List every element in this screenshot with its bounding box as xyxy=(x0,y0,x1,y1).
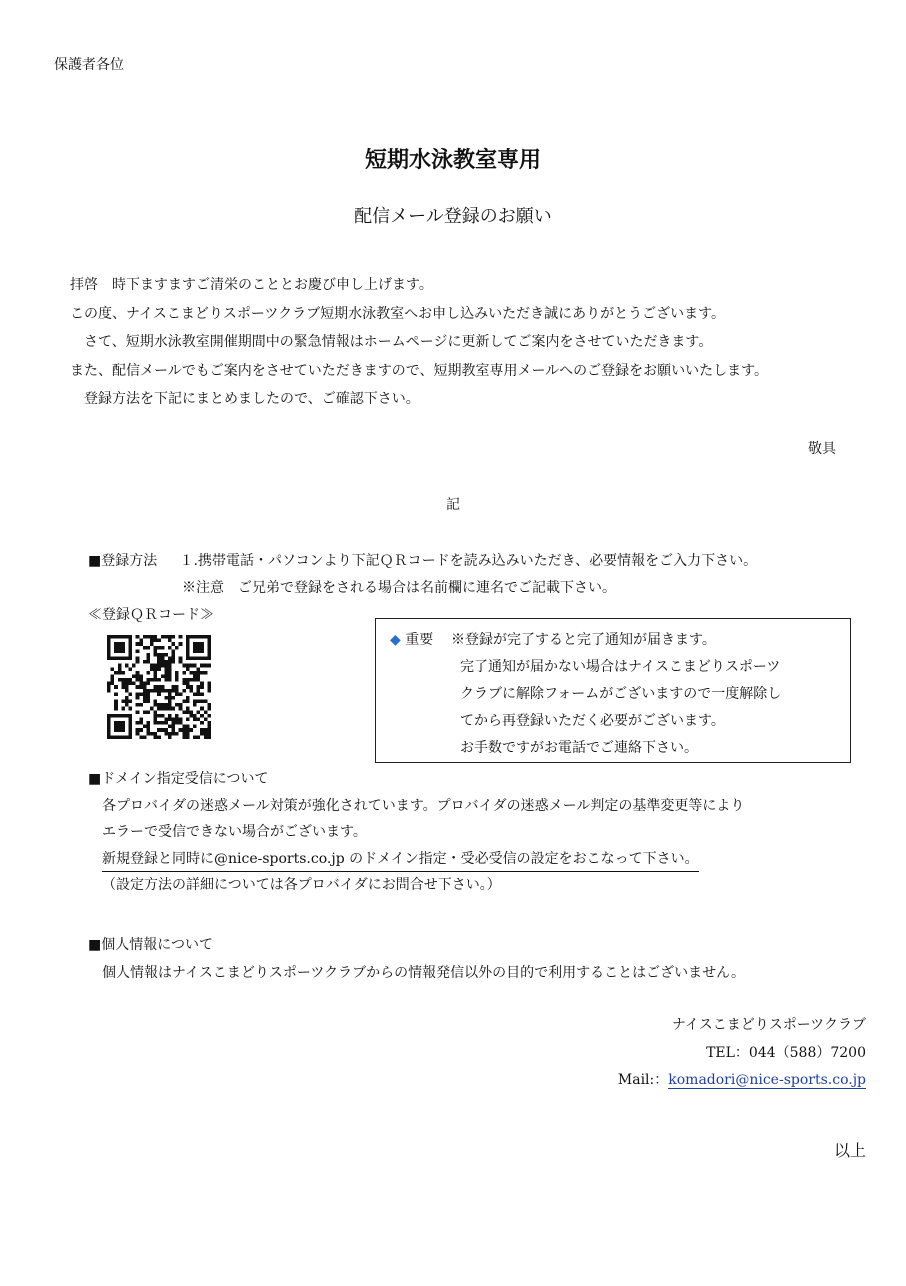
ijo-closing: 以上 xyxy=(833,1141,866,1160)
domain-line: エラーで受信できない場合がございます。 xyxy=(102,824,367,840)
page-title: 短期水泳教室専用 xyxy=(364,147,541,173)
intro-line: 登録方法を下記にまとめましたので、ご確認下さい。 xyxy=(70,391,420,407)
intro-line: また、配信メールでもご案内をさせていただきますので、短期教室専用メールへのご登録をお願いいたします。 xyxy=(70,362,769,379)
privacy-line: 個人情報はナイスこまどりスポーツクラブからの情報発信以外の目的で利用することはございません。 xyxy=(102,965,746,981)
domain-section xyxy=(88,766,744,899)
notice-line: ※登録が完了すると完了通知が届きます。 xyxy=(451,632,716,648)
qr-label: ≪登録ＱＲコード≫ xyxy=(88,607,214,623)
diamond-icon: ◆ xyxy=(390,632,401,648)
page-subtitle: 配信メール登録のお願い xyxy=(354,206,552,227)
domain-line: （設定方法の詳細については各プロバイダにお問合せ下さい。） xyxy=(102,877,501,893)
intro-paragraph xyxy=(70,271,768,414)
important-notice-box xyxy=(375,618,851,763)
qr-code[interactable] xyxy=(107,635,211,739)
domain-heading: ■ドメイン指定受信について xyxy=(88,771,269,787)
notice-line: 完了通知が届かない場合はナイスこまどりスポーツ xyxy=(460,659,781,675)
privacy-heading: ■個人情報について xyxy=(88,937,213,953)
club-name: ナイスこまどりスポーツクラブ xyxy=(671,1017,866,1033)
domain-line: 各プロバイダの迷惑メール対策が強化されています。プロバイダの迷惑メール判定の基準変更等により xyxy=(102,797,745,814)
addressee: 保護者各位 xyxy=(54,57,124,73)
club-tel: TEL：044（588）7200 xyxy=(706,1045,866,1061)
privacy-section xyxy=(88,931,745,987)
domain-instruction: 新規登録と同時に@nice-sports.co.jp のドメイン指定・受必受信の設定をおこなって下さい。 xyxy=(102,848,699,872)
closing-keigu: 敬具 xyxy=(808,441,836,457)
club-mail xyxy=(618,1069,866,1089)
registration-heading: ■登録方法 xyxy=(88,553,158,569)
registration-section xyxy=(88,548,757,602)
notice-line: お手数ですがお電話でご連絡下さい。 xyxy=(460,740,698,756)
registration-step1: １.携帯電話・パソコンより下記ＱＲコードを読み込みいただき、必要情報をご入力下さい。 xyxy=(179,553,758,569)
mail-label: Mail:： xyxy=(617,1072,669,1088)
ki-heading: 記 xyxy=(446,497,460,513)
intro-line: この度、ナイスこまどりスポーツクラブ短期水泳教室へお申し込みいただき誠にありがとうございます。 xyxy=(70,305,726,322)
notice-line: てから再登録いただく必要がございます。 xyxy=(460,713,725,729)
mail-link[interactable]: komadori@nice-sports.co.jp xyxy=(668,1072,866,1088)
notice-line: クラブに解除フォームがございますので一度解除し xyxy=(460,686,782,702)
registration-note: ※注意 ご兄弟で登録をされる場合は名前欄に連名でご記載下さい。 xyxy=(182,580,616,596)
notice-label: 重要 xyxy=(405,632,434,648)
intro-line: さて、短期水泳教室開催期間中の緊急情報はホームページに更新してご案内をさせていただきます。 xyxy=(70,334,713,350)
intro-line: 拝啓 時下ますますご清栄のこととお慶び申し上げます。 xyxy=(70,277,433,293)
